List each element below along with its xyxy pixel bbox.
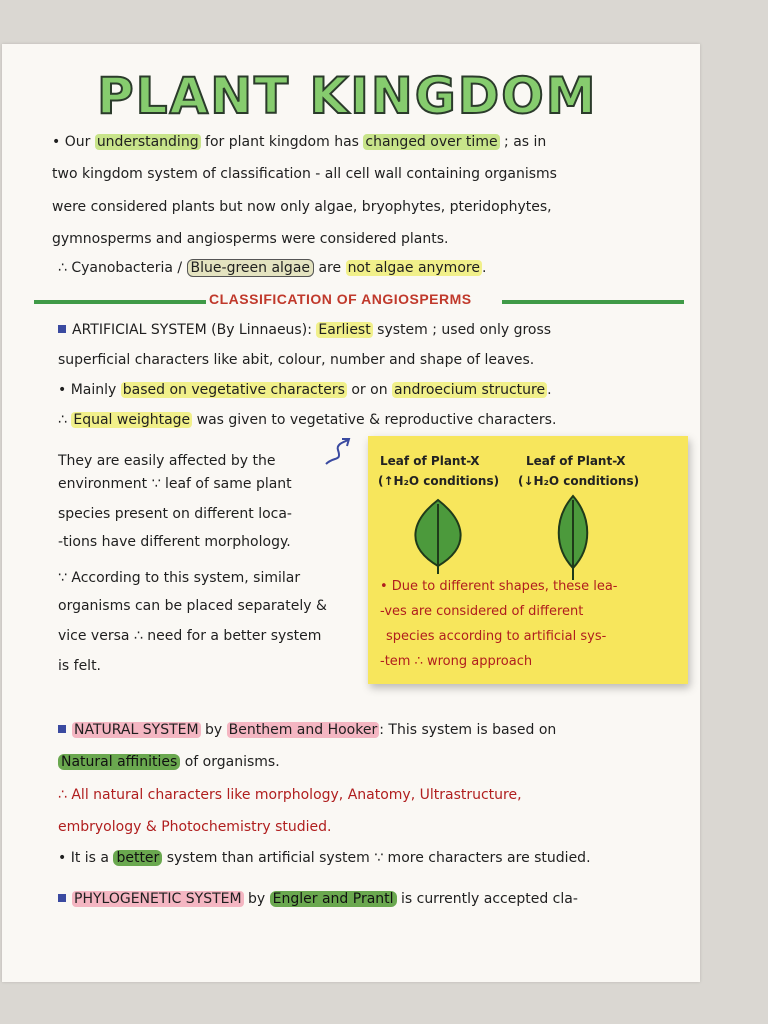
heading-rule-right — [502, 300, 684, 304]
highlight-vegetative-characters: based on vegetative characters — [122, 382, 345, 398]
artificial-para-1: They are easily affected by the — [58, 453, 276, 469]
artificial-para-8: is felt. — [58, 658, 102, 674]
highlight-better: better — [113, 850, 162, 866]
notes-page — [2, 44, 700, 982]
intro-line-4: gymnosperms and angiosperms were considered plants. — [52, 231, 449, 247]
phylogenetic-text: by — [243, 891, 270, 907]
intro-text: ; as in — [499, 134, 547, 150]
intro-line-3: were considered plants but now only algae, bryophytes, pteridophytes, — [52, 199, 552, 215]
curly-arrow-icon — [320, 436, 356, 470]
sticky-note-line-3: species according to artificial sys- — [386, 629, 607, 644]
leaf2-condition: (↓H₂O conditions) — [518, 474, 640, 488]
highlight-natural-system: NATURAL SYSTEM — [74, 722, 199, 738]
highlight-engler-prantl: Engler and Prantl — [270, 891, 397, 907]
intro-line-1 — [52, 132, 546, 152]
natural-text: by — [200, 722, 227, 738]
sticky-note — [368, 436, 688, 684]
natural-line-5 — [58, 848, 591, 868]
intro-line-2: two kingdom system of classification - all cell wall containing organisms — [52, 166, 557, 182]
natural-text: : This system is based on — [379, 722, 557, 738]
square-bullet-icon — [58, 725, 66, 733]
leaf1-condition: (↑H₂O conditions) — [378, 474, 500, 488]
broad-leaf-icon — [402, 496, 474, 576]
highlight-earliest: Earliest — [318, 322, 371, 338]
leaf2-title: Leaf of Plant-X — [526, 454, 626, 468]
highlight-natural-affinities: Natural affinities — [58, 754, 180, 770]
natural-text: of organisms. — [180, 754, 280, 770]
artificial-para-6: organisms can be placed separately & — [58, 598, 327, 614]
natural-text: system than artificial system ∵ more characters are studied. — [162, 850, 591, 866]
artificial-para-7: vice versa ∴ need for a better system — [58, 628, 322, 644]
leaf1-title: Leaf of Plant-X — [380, 454, 480, 468]
intro-text: ∴ Cyanobacteria / — [58, 260, 187, 276]
narrow-leaf-icon — [548, 492, 598, 584]
artificial-para-5: ∵ According to this system, similar — [58, 570, 301, 586]
natural-line-3: ∴ All natural characters like morphology, Anatomy, Ultrastructure, — [58, 787, 522, 803]
natural-line-1 — [58, 720, 556, 740]
intro-text: • Our — [52, 134, 95, 150]
highlight-phylogenetic-system: PHYLOGENETIC SYSTEM — [74, 891, 242, 907]
artificial-text: system ; used only gross — [372, 322, 552, 338]
intro-line-5 — [58, 258, 486, 278]
artificial-para-2: environment ∵ leaf of same plant — [58, 476, 292, 492]
phylogenetic-line-1 — [58, 889, 578, 909]
artificial-text: ARTIFICIAL SYSTEM (By Linnaeus): — [72, 322, 317, 338]
intro-text: . — [481, 260, 487, 276]
artificial-line-3 — [58, 380, 552, 400]
artificial-text: . — [547, 382, 552, 398]
artificial-text: ∴ — [58, 412, 72, 428]
artificial-para-4: -tions have different morphology. — [58, 534, 291, 550]
highlight-androecium-structure: androecium structure — [394, 382, 546, 398]
artificial-text: • Mainly — [58, 382, 121, 398]
highlight-changed-over-time: changed over time — [365, 134, 498, 150]
sticky-note-line-2: -ves are considered of different — [380, 604, 584, 619]
artificial-line-2: superficial characters like abit, colour, number and shape of leaves. — [58, 352, 535, 368]
artificial-line-4 — [58, 410, 556, 430]
intro-text: are — [314, 260, 346, 276]
highlight-blue-green-algae: Blue-green algae — [187, 259, 314, 277]
square-bullet-icon — [58, 325, 66, 333]
square-bullet-icon — [58, 894, 66, 902]
highlight-benthem-hooker: Benthem and Hooker — [228, 722, 378, 738]
phylogenetic-text: is currently accepted cla- — [396, 891, 578, 907]
artificial-para-3: species present on different loca- — [58, 506, 292, 522]
artificial-text: was given to vegetative & reproductive characters. — [192, 412, 557, 428]
artificial-line-1 — [58, 320, 551, 340]
sticky-note-line-4: -tem ∴ wrong approach — [380, 654, 533, 669]
natural-line-2 — [58, 752, 280, 772]
section-heading: CLASSIFICATION OF ANGIOSPERMS — [209, 291, 472, 307]
page-title: PLANT KINGDOM — [97, 67, 598, 125]
highlight-equal-weightage: Equal weightage — [73, 412, 191, 428]
natural-line-4: embryology & Photochemistry studied. — [58, 819, 332, 835]
natural-text: • It is a — [58, 850, 114, 866]
intro-text: for plant kingdom has — [200, 134, 364, 150]
heading-rule-left — [34, 300, 206, 304]
sticky-note-line-1: • Due to different shapes, these lea- — [380, 579, 618, 594]
highlight-understanding: understanding — [96, 134, 199, 150]
artificial-text: or on — [346, 382, 393, 398]
highlight-not-algae-anymore: not algae anymore — [347, 260, 480, 276]
